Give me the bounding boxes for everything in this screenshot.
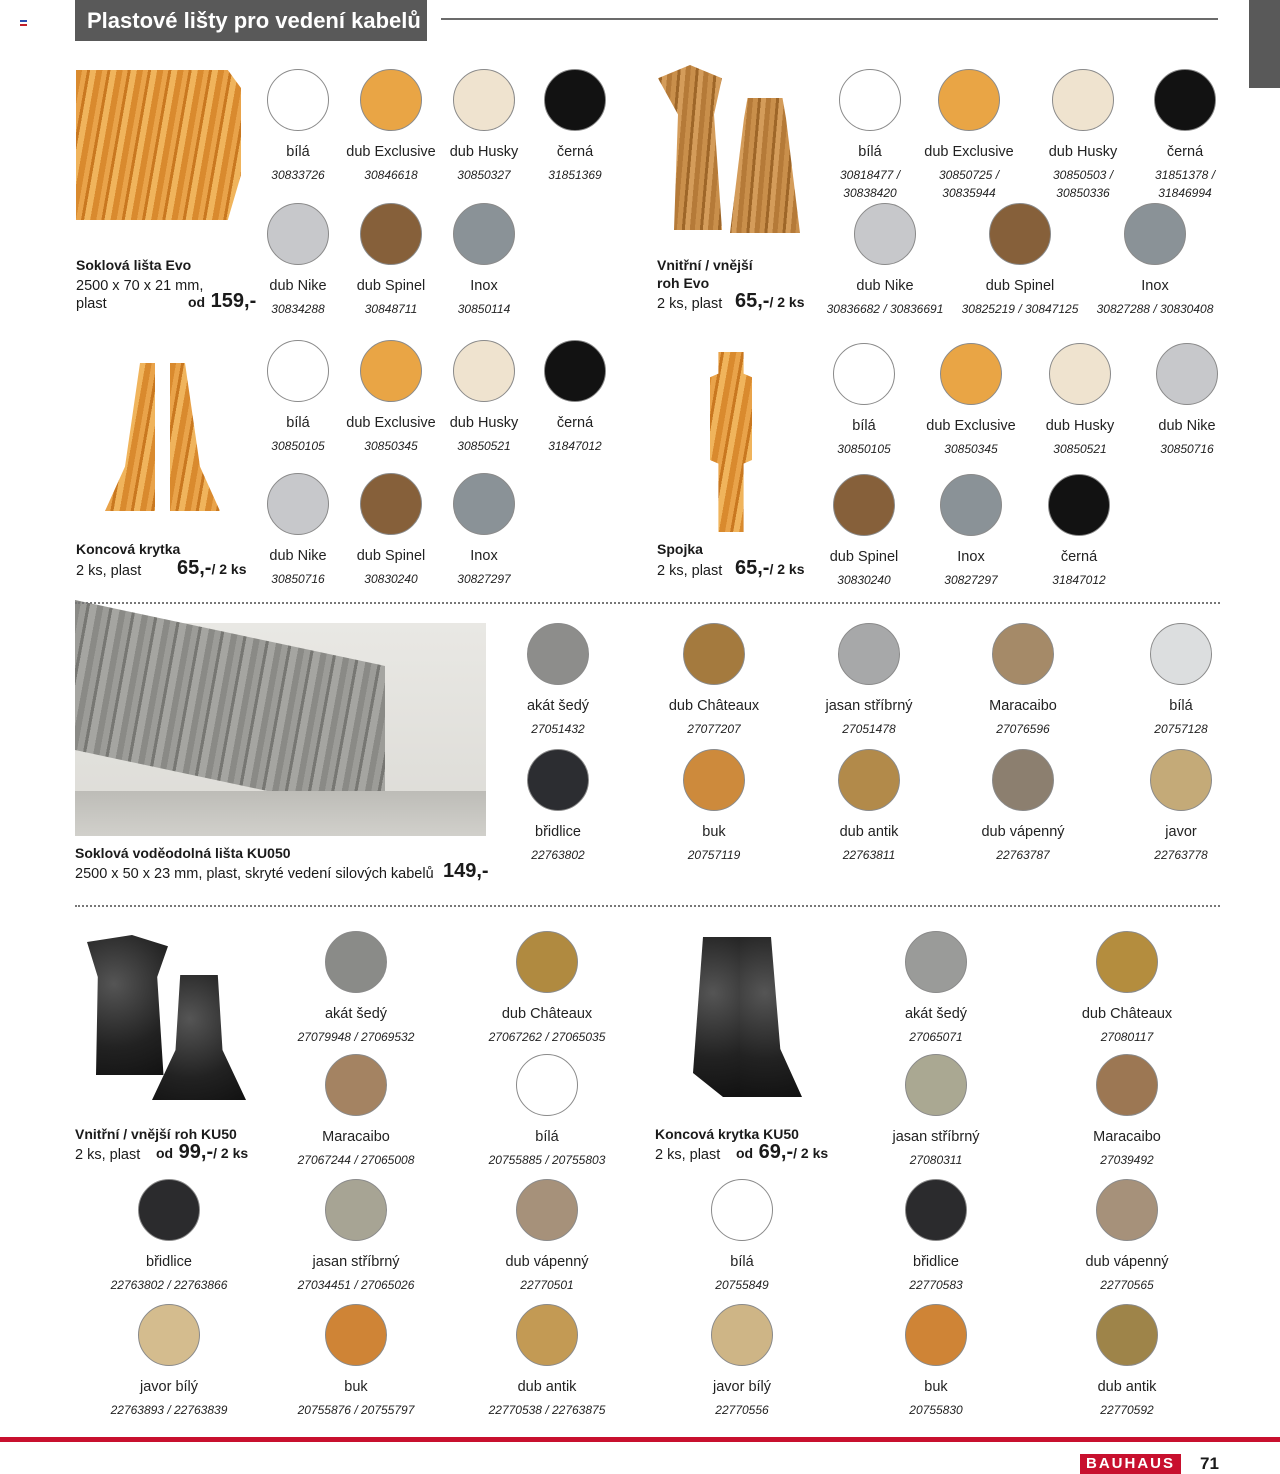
swatch-name: dub vápenný (981, 824, 1065, 840)
swatch-name: dub Exclusive (926, 418, 1016, 434)
color-swatch (516, 1179, 578, 1241)
swatch-name: břidlice (535, 824, 581, 840)
swatch-name: břidlice (146, 1254, 192, 1270)
roh-evo-name-2: roh Evo (657, 275, 710, 291)
color-swatch (325, 1054, 387, 1116)
color-swatch (905, 1304, 967, 1366)
color-swatch (527, 623, 589, 685)
swatch-name: bílá (535, 1129, 559, 1145)
ku50-end-cap-image (693, 937, 743, 1097)
connector-desc: 2 ks, plast (657, 563, 723, 579)
color-swatch (325, 1304, 387, 1366)
swatch-code: 22770592 (1100, 1403, 1154, 1417)
swatch-name: Maracaibo (1093, 1129, 1161, 1145)
swatch-name: akát šedý (324, 1006, 388, 1022)
connector-image (710, 352, 752, 532)
color-swatch (1052, 69, 1114, 131)
swatch-name: buk (702, 824, 726, 840)
ku50-end-cap-price (736, 1141, 828, 1164)
color-swatch (325, 931, 387, 993)
ku50-corner-image-2 (152, 975, 246, 1100)
swatch-code: 22763893 / 22763839 (110, 1403, 228, 1417)
swatch-code: 27051432 (531, 722, 585, 736)
color-swatch (833, 343, 895, 405)
swatch-code: 27076596 (996, 722, 1050, 736)
swatch-name: dub Nike (269, 548, 327, 564)
ku50-corner-price (156, 1141, 248, 1164)
price-prefix: od (736, 1145, 754, 1161)
swatch-code: 30836682 / 30836691 (826, 302, 944, 316)
swatch-code: 27065071 (909, 1030, 963, 1044)
color-swatch (992, 749, 1054, 811)
swatch-code: 30830240 (364, 572, 418, 586)
price-unit: / 2 ks (213, 1145, 249, 1161)
color-swatch (267, 473, 329, 535)
swatch-name: Maracaibo (989, 698, 1057, 714)
swatch-code: 22770565 (1100, 1278, 1154, 1292)
swatch-code: 30827288 / 30830408 (1096, 302, 1214, 316)
chapter-tab (1249, 0, 1280, 88)
swatch-code-2: 31846994 (1158, 186, 1212, 200)
swatch-code: 22763811 (842, 848, 896, 862)
color-swatch (1150, 749, 1212, 811)
swatch-name: javor bílý (139, 1379, 199, 1395)
ku50-corner-image (78, 935, 168, 1075)
swatch-code: 30818477 / (839, 168, 901, 182)
price-unit: / 2 ks (211, 561, 247, 577)
swatch-code: 27039492 (1100, 1153, 1154, 1167)
swatch-name: akát šedý (526, 698, 590, 714)
flag-icon (20, 20, 27, 26)
swatch-code: 30830240 (837, 573, 891, 587)
swatch-code: 20755830 (909, 1403, 963, 1417)
color-swatch (138, 1304, 200, 1366)
swatch-code: 31851369 (548, 168, 602, 182)
swatch-name: Inox (957, 549, 985, 565)
evo-name: Soklová lišta Evo (76, 257, 192, 273)
color-swatch (905, 931, 967, 993)
price-unit: / 2 ks (793, 1145, 829, 1161)
bauhaus-logo: BAUHAUS (1080, 1454, 1181, 1474)
color-swatch (940, 343, 1002, 405)
color-swatch (711, 1179, 773, 1241)
evo-corner-image (650, 65, 730, 230)
swatch-name: Maracaibo (322, 1129, 390, 1145)
swatch-name: jasan stříbrný (892, 1129, 980, 1145)
color-swatch (1154, 69, 1216, 131)
color-swatch (453, 203, 515, 265)
evo-skirting-image (76, 70, 241, 220)
swatch-name: dub Châteaux (668, 698, 760, 714)
color-swatch (1096, 1054, 1158, 1116)
color-swatch (992, 623, 1054, 685)
ku50-corner-desc: 2 ks, plast (75, 1147, 141, 1163)
swatch-code: 22763787 (996, 848, 1050, 862)
swatch-code-2: 30838420 (843, 186, 897, 200)
swatch-name: černá (556, 415, 594, 431)
swatch-name: černá (1060, 549, 1098, 565)
price-value: 69,- (758, 1141, 794, 1163)
swatch-name: javor (1165, 824, 1197, 840)
swatch-name: dub Spinel (985, 278, 1055, 294)
color-swatch (905, 1179, 967, 1241)
color-swatch (905, 1054, 967, 1116)
price-value: 65,- (177, 557, 212, 579)
ku50-skirting-image (75, 623, 486, 836)
color-swatch (1124, 203, 1186, 265)
price-value: 99,- (178, 1141, 214, 1163)
swatch-name: dub vápenný (1085, 1254, 1169, 1270)
swatch-name: dub Exclusive (924, 144, 1014, 160)
swatch-name: dub Husky (1048, 144, 1118, 160)
color-swatch (544, 340, 606, 402)
swatch-code: 20755885 / 20755803 (488, 1153, 606, 1167)
price-value: 65,- (735, 290, 770, 312)
color-swatch (940, 474, 1002, 536)
color-swatch (854, 203, 916, 265)
swatch-name: akát šedý (904, 1006, 968, 1022)
color-swatch (839, 69, 901, 131)
swatch-name: dub Nike (1158, 418, 1216, 434)
roh-evo-name-1: Vnitřní / vnější (657, 257, 753, 273)
swatch-name: dub antik (517, 1379, 577, 1395)
swatch-code: 30850725 / (938, 168, 1000, 182)
swatch-code: 30850345 (944, 442, 998, 456)
swatch-name: Inox (470, 278, 498, 294)
swatch-name: dub Exclusive (346, 415, 436, 431)
evo-desc-2: plast (76, 296, 107, 312)
divider (75, 905, 1220, 907)
swatch-code: 30850521 (457, 439, 511, 453)
swatch-name: bílá (286, 144, 310, 160)
color-swatch (989, 203, 1051, 265)
swatch-name: buk (344, 1379, 368, 1395)
swatch-code-2: 30835944 (942, 186, 996, 200)
price-unit: / 2 ks (769, 561, 805, 577)
swatch-code: 31847012 (548, 439, 602, 453)
color-swatch (683, 623, 745, 685)
swatch-code: 27034451 / 27065026 (297, 1278, 415, 1292)
swatch-code: 30850114 (457, 302, 511, 316)
color-swatch (1096, 1179, 1158, 1241)
color-swatch (711, 1304, 773, 1366)
color-swatch (360, 69, 422, 131)
color-swatch (1048, 474, 1110, 536)
swatch-name: dub antik (1097, 1379, 1157, 1395)
color-swatch (453, 340, 515, 402)
color-swatch (938, 69, 1000, 131)
swatch-code: 27077207 (687, 722, 741, 736)
swatch-name: bílá (730, 1254, 754, 1270)
ku50-desc: 2500 x 50 x 23 mm, plast, skryté vedení silových kabelů (75, 866, 434, 882)
swatch-code: 30833726 (271, 168, 325, 182)
color-swatch (360, 340, 422, 402)
swatch-name: bílá (858, 144, 882, 160)
swatch-name: javor bílý (712, 1379, 772, 1395)
swatch-name: dub Châteaux (501, 1006, 593, 1022)
swatch-code: 22763778 (1154, 848, 1208, 862)
price-prefix: od (156, 1145, 174, 1161)
swatch-name: dub Châteaux (1081, 1006, 1173, 1022)
swatch-code: 30850105 (837, 442, 891, 456)
swatch-code: 30850503 / (1052, 168, 1114, 182)
ku50-end-cap-image-2 (740, 937, 802, 1097)
swatch-code: 22770501 (520, 1278, 574, 1292)
swatch-name: dub Husky (1045, 418, 1115, 434)
swatch-code: 27051478 (842, 722, 896, 736)
swatch-name: černá (1166, 144, 1204, 160)
swatch-name: dub Spinel (356, 278, 426, 294)
roh-evo-price (735, 290, 805, 313)
swatch-code: 22770556 (715, 1403, 769, 1417)
color-swatch (833, 474, 895, 536)
swatch-name: buk (924, 1379, 948, 1395)
color-swatch (683, 749, 745, 811)
swatch-code: 27080117 (1100, 1030, 1154, 1044)
swatch-code: 22770538 / 22763875 (488, 1403, 606, 1417)
swatch-code: 30850105 (271, 439, 325, 453)
swatch-code: 22763802 (531, 848, 585, 862)
swatch-name: dub Nike (856, 278, 914, 294)
color-swatch (325, 1179, 387, 1241)
swatch-name: jasan stříbrný (312, 1254, 400, 1270)
end-cap-desc: 2 ks, plast (76, 563, 142, 579)
divider (75, 602, 1220, 604)
swatch-code: 27067244 / 27065008 (297, 1153, 415, 1167)
roh-evo-desc: 2 ks, plast (657, 296, 723, 312)
swatch-name: dub Husky (449, 415, 519, 431)
swatch-code: 27067262 / 27065035 (488, 1030, 606, 1044)
swatch-name: Inox (1141, 278, 1169, 294)
swatch-name: jasan stříbrný (825, 698, 913, 714)
swatch-code: 20757119 (687, 848, 741, 862)
swatch-code: 27079948 / 27069532 (297, 1030, 415, 1044)
color-swatch (838, 623, 900, 685)
swatch-code: 31847012 (1052, 573, 1106, 587)
price-unit: / 2 ks (769, 294, 805, 310)
swatch-code: 30846618 (364, 168, 418, 182)
color-swatch (267, 69, 329, 131)
price-value: 65,- (735, 557, 770, 579)
color-swatch (516, 1304, 578, 1366)
swatch-name: bílá (852, 418, 876, 434)
color-swatch (544, 69, 606, 131)
color-swatch (1049, 343, 1111, 405)
price-value: 159,- (210, 290, 257, 312)
swatch-code: 20755849 (715, 1278, 769, 1292)
swatch-code: 30850521 (1053, 442, 1107, 456)
swatch-name: dub Spinel (829, 549, 899, 565)
swatch-code: 30850716 (271, 572, 325, 586)
swatch-name: dub vápenný (505, 1254, 589, 1270)
swatch-name: dub Husky (449, 144, 519, 160)
swatch-name: dub Exclusive (346, 144, 436, 160)
end-cap-name: Koncová krytka (76, 541, 181, 557)
color-swatch (1096, 1304, 1158, 1366)
title-rule (441, 18, 1218, 20)
swatch-code: 31851378 / (1154, 168, 1216, 182)
color-swatch (453, 473, 515, 535)
ku50-end-cap-name: Koncová krytka KU50 (655, 1126, 799, 1142)
ku50-corner-name: Vnitřní / vnější roh KU50 (75, 1126, 237, 1142)
swatch-code: 30850716 (1160, 442, 1214, 456)
swatch-name: černá (556, 144, 594, 160)
swatch-code: 20757128 (1154, 722, 1208, 736)
swatch-code: 30827297 (457, 572, 511, 586)
color-swatch (527, 749, 589, 811)
swatch-code: 22770583 (909, 1278, 963, 1292)
swatch-code: 30850345 (364, 439, 418, 453)
swatch-name: Inox (470, 548, 498, 564)
page-title: Plastové lišty pro vedení kabelů (75, 0, 427, 41)
color-swatch (138, 1179, 200, 1241)
color-swatch (1156, 343, 1218, 405)
swatch-code: 30825219 / 30847125 (961, 302, 1079, 316)
color-swatch (453, 69, 515, 131)
price-prefix: od (188, 294, 206, 310)
page-number: 71 (1200, 1454, 1219, 1473)
color-swatch (267, 340, 329, 402)
color-swatch (1096, 931, 1158, 993)
swatch-name: břidlice (913, 1254, 959, 1270)
swatch-code: 30850327 (457, 168, 511, 182)
swatch-code: 30848711 (364, 302, 418, 316)
swatch-name: bílá (286, 415, 310, 431)
swatch-code: 30834288 (271, 302, 325, 316)
swatch-code: 27080311 (909, 1153, 963, 1167)
color-swatch (360, 473, 422, 535)
color-swatch (838, 749, 900, 811)
connector-name: Spojka (657, 541, 703, 557)
swatch-name: dub Nike (269, 278, 327, 294)
ku50-price: 149,- (443, 860, 489, 882)
color-swatch (267, 203, 329, 265)
footer-rule (0, 1437, 1280, 1442)
swatch-code-2: 30850336 (1056, 186, 1110, 200)
swatch-name: dub antik (839, 824, 899, 840)
swatch-code: 22763802 / 22763866 (110, 1278, 228, 1292)
ku50-name: Soklová voděodolná lišta KU050 (75, 845, 291, 861)
color-swatch (1150, 623, 1212, 685)
color-swatch (360, 203, 422, 265)
color-swatch (516, 931, 578, 993)
end-cap-image (105, 363, 155, 511)
color-swatch (516, 1054, 578, 1116)
swatch-code: 30827297 (944, 573, 998, 587)
swatch-name: bílá (1169, 698, 1193, 714)
ku50-end-cap-desc: 2 ks, plast (655, 1147, 721, 1163)
swatch-name: dub Spinel (356, 548, 426, 564)
evo-desc-1: 2500 x 70 x 21 mm, (76, 278, 204, 294)
swatch-code: 20755876 / 20755797 (297, 1403, 415, 1417)
